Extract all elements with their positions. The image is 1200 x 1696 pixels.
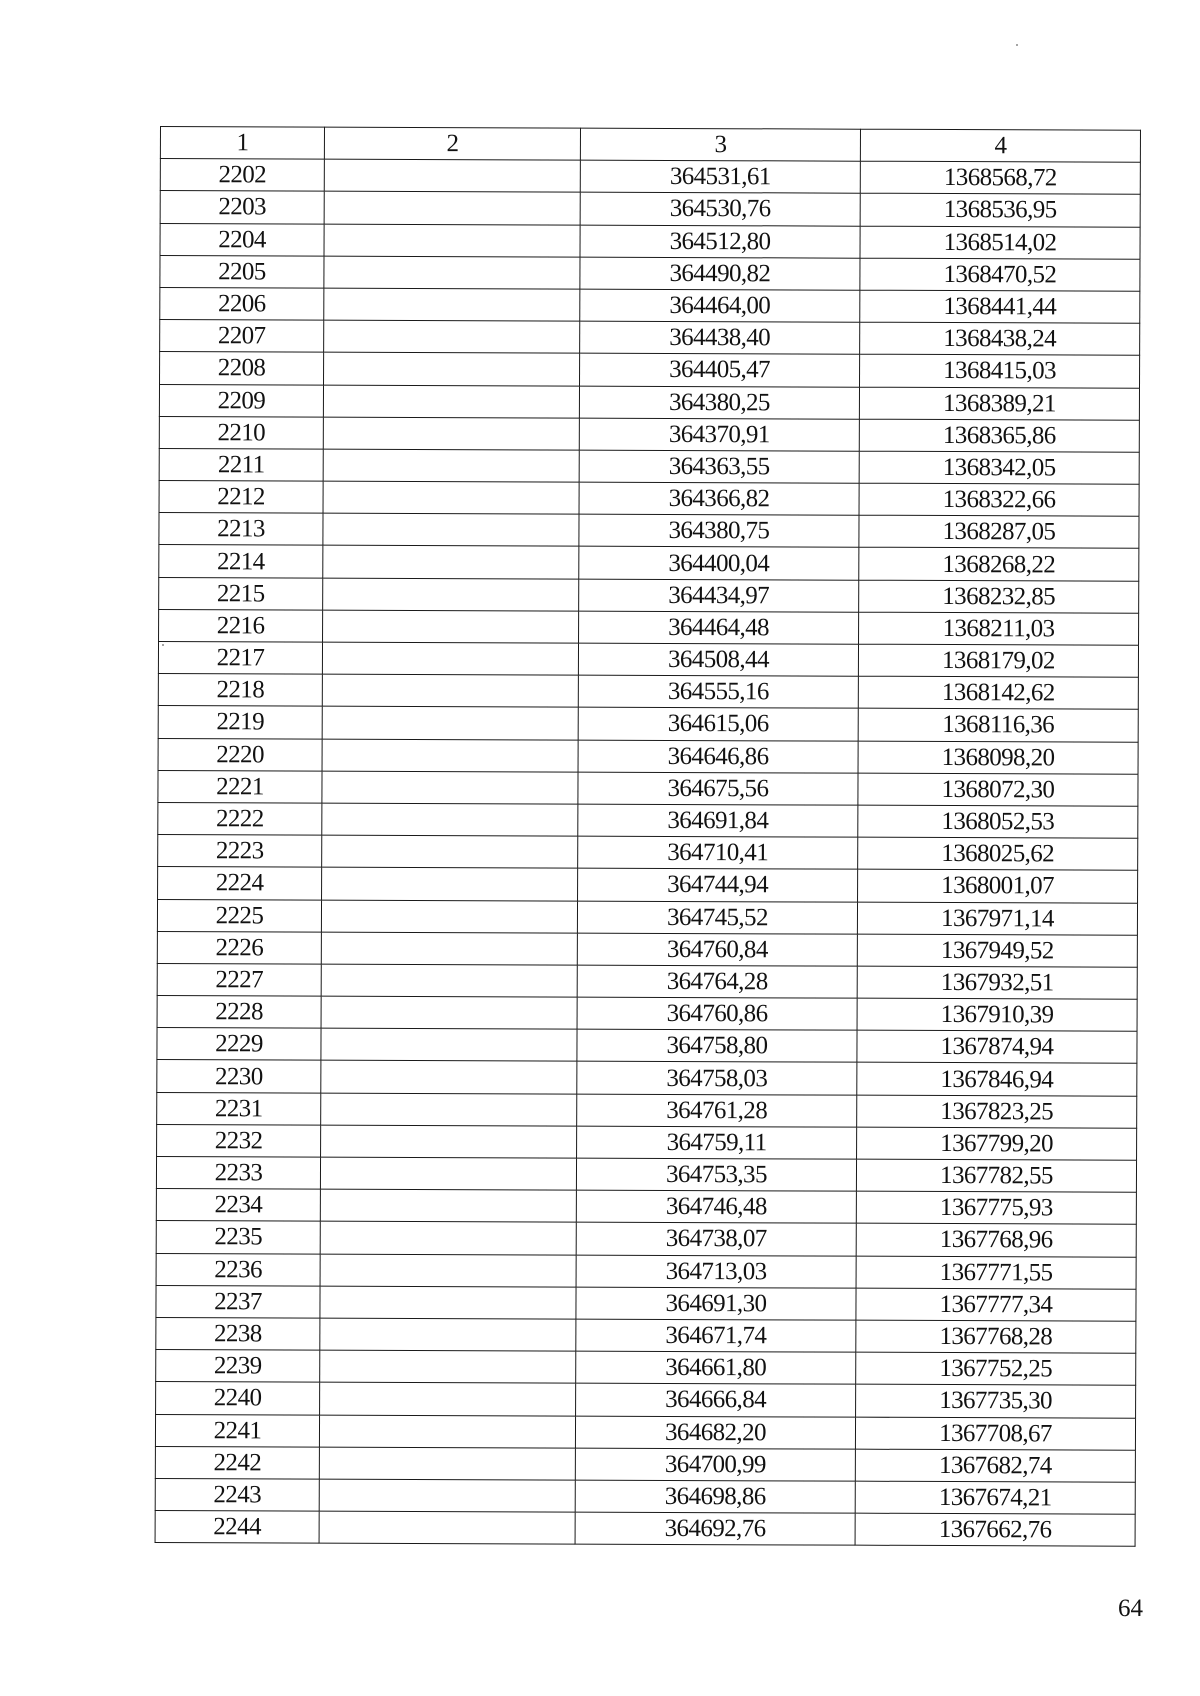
page-number: 64	[1118, 1595, 1143, 1622]
point-number-cell: 2233	[156, 1156, 320, 1189]
y-coordinate-cell: 1368072,30	[858, 773, 1138, 806]
x-coordinate-cell: 364671,74	[576, 1319, 856, 1352]
empty-cell	[324, 159, 580, 192]
empty-cell	[321, 1093, 577, 1126]
x-coordinate-cell: 364405,47	[580, 353, 860, 386]
empty-cell	[319, 1415, 575, 1448]
point-number-cell: 2217	[158, 641, 322, 674]
y-coordinate-cell: 1367768,96	[856, 1224, 1136, 1257]
empty-cell	[319, 1447, 575, 1480]
empty-cell	[323, 610, 579, 643]
empty-cell	[321, 996, 577, 1029]
table-row	[157, 1060, 1137, 1096]
y-coordinate-cell: 1368142,62	[858, 676, 1138, 709]
table-row	[158, 674, 1138, 710]
point-number-cell: 2203	[160, 191, 324, 224]
point-number-cell: 2228	[157, 996, 321, 1029]
x-coordinate-cell: 364400,04	[579, 547, 859, 580]
table-row	[158, 835, 1138, 871]
table-row	[159, 384, 1139, 420]
point-number-cell: 2226	[157, 931, 321, 964]
y-coordinate-cell: 1367768,28	[856, 1320, 1136, 1353]
y-coordinate-cell: 1368441,44	[860, 290, 1140, 323]
x-coordinate-cell: 364555,16	[578, 675, 858, 708]
table-row	[156, 1285, 1136, 1321]
empty-cell	[321, 1125, 577, 1158]
point-number-cell: 2212	[159, 481, 323, 514]
empty-cell	[320, 1157, 576, 1190]
column-header-1: 1	[160, 127, 324, 160]
empty-cell	[321, 932, 577, 965]
y-coordinate-cell: 1368568,72	[860, 161, 1140, 194]
empty-cell	[324, 320, 580, 353]
empty-cell	[320, 1254, 576, 1287]
table-row	[159, 513, 1139, 549]
y-coordinate-cell: 1368098,20	[858, 741, 1138, 774]
x-coordinate-cell: 364758,80	[577, 1029, 857, 1062]
table-row	[156, 1253, 1136, 1289]
point-number-cell: 2230	[157, 1060, 321, 1093]
table-row	[160, 352, 1140, 388]
table-row	[160, 320, 1140, 356]
x-coordinate-cell: 364692,76	[575, 1512, 855, 1545]
x-coordinate-cell: 364761,28	[577, 1094, 857, 1127]
header-row	[160, 127, 1140, 163]
point-number-cell: 2241	[155, 1414, 319, 1447]
empty-cell	[320, 1350, 576, 1383]
scan-speck	[1016, 44, 1018, 46]
empty-cell	[323, 578, 579, 611]
point-number-cell: 2232	[157, 1124, 321, 1157]
y-coordinate-cell: 1368211,03	[859, 612, 1139, 645]
table-row	[158, 867, 1138, 903]
table-row	[156, 1317, 1136, 1353]
table-row	[157, 1124, 1137, 1160]
y-coordinate-cell: 1367846,94	[857, 1063, 1137, 1096]
x-coordinate-cell: 364744,94	[578, 868, 858, 901]
y-coordinate-cell: 1367932,51	[857, 966, 1137, 999]
empty-cell	[320, 1221, 576, 1254]
x-coordinate-cell: 364758,03	[577, 1062, 857, 1095]
empty-cell	[324, 256, 580, 289]
table-row	[156, 1382, 1136, 1418]
y-coordinate-cell: 1367682,74	[855, 1449, 1135, 1482]
x-coordinate-cell: 364764,28	[577, 965, 857, 998]
empty-cell	[322, 803, 578, 836]
coordinates-table	[155, 126, 1141, 1547]
y-coordinate-cell: 1367782,55	[856, 1159, 1136, 1192]
empty-cell	[321, 1061, 577, 1094]
x-coordinate-cell: 364512,80	[580, 225, 860, 258]
y-coordinate-cell: 1368001,07	[858, 869, 1138, 902]
y-coordinate-cell: 1368514,02	[860, 226, 1140, 259]
y-coordinate-cell: 1368322,66	[859, 483, 1139, 516]
x-coordinate-cell: 364682,20	[575, 1416, 855, 1449]
table-row	[157, 1092, 1137, 1128]
table-row	[159, 448, 1139, 484]
point-number-cell: 2235	[156, 1221, 320, 1254]
table-row	[155, 1478, 1135, 1514]
x-coordinate-cell: 364370,91	[579, 418, 859, 451]
x-coordinate-cell: 364760,86	[577, 997, 857, 1030]
table-row	[159, 416, 1139, 452]
table-row	[156, 1221, 1136, 1257]
table-row	[157, 963, 1137, 999]
x-coordinate-cell: 364691,84	[578, 804, 858, 837]
x-coordinate-cell: 364464,48	[579, 611, 859, 644]
y-coordinate-cell: 1367971,14	[857, 902, 1137, 935]
empty-cell	[324, 224, 580, 257]
empty-cell	[324, 192, 580, 225]
table-row	[157, 1028, 1137, 1064]
empty-cell	[324, 352, 580, 385]
y-coordinate-cell: 1368536,95	[860, 194, 1140, 227]
y-coordinate-cell: 1368268,22	[859, 548, 1139, 581]
x-coordinate-cell: 364531,61	[580, 160, 860, 193]
x-coordinate-cell: 364434,97	[579, 579, 859, 612]
point-number-cell: 2234	[156, 1189, 320, 1222]
y-coordinate-cell: 1368025,62	[858, 837, 1138, 870]
table-row	[158, 641, 1138, 677]
table-row	[155, 1414, 1135, 1450]
x-coordinate-cell: 364438,40	[580, 321, 860, 354]
y-coordinate-cell: 1367771,55	[856, 1256, 1136, 1289]
column-header-4: 4	[860, 129, 1140, 162]
empty-cell	[321, 1028, 577, 1061]
point-number-cell: 2227	[157, 963, 321, 996]
point-number-cell: 2214	[159, 545, 323, 578]
y-coordinate-cell: 1368389,21	[859, 387, 1139, 420]
y-coordinate-cell: 1368179,02	[858, 644, 1138, 677]
x-coordinate-cell: 364713,03	[576, 1255, 856, 1288]
x-coordinate-cell: 364675,56	[578, 772, 858, 805]
table-row	[159, 481, 1139, 517]
x-coordinate-cell: 364646,86	[578, 740, 858, 773]
column-header-3: 3	[580, 128, 860, 161]
empty-cell	[320, 1382, 576, 1415]
y-coordinate-cell: 1367674,21	[855, 1481, 1135, 1514]
point-number-cell: 2215	[159, 577, 323, 610]
empty-cell	[319, 1479, 575, 1512]
point-number-cell: 2244	[155, 1511, 319, 1544]
empty-cell	[322, 867, 578, 900]
x-coordinate-cell: 364746,48	[576, 1190, 856, 1223]
x-coordinate-cell: 364530,76	[580, 192, 860, 225]
table-row	[156, 1189, 1136, 1225]
empty-cell	[320, 1189, 576, 1222]
point-number-cell: 2231	[157, 1092, 321, 1125]
point-number-cell: 2221	[158, 770, 322, 803]
y-coordinate-cell: 1367799,20	[857, 1127, 1137, 1160]
point-number-cell: 2240	[156, 1382, 320, 1415]
x-coordinate-cell: 364691,30	[576, 1287, 856, 1320]
empty-cell	[319, 1511, 575, 1544]
x-coordinate-cell: 364666,84	[576, 1383, 856, 1416]
point-number-cell: 2218	[158, 674, 322, 707]
y-coordinate-cell: 1367777,34	[856, 1288, 1136, 1321]
empty-cell	[322, 642, 578, 675]
point-number-cell: 2216	[159, 609, 323, 642]
table-row	[158, 802, 1138, 838]
empty-cell	[321, 900, 577, 933]
empty-cell	[322, 707, 578, 740]
y-coordinate-cell: 1367949,52	[857, 934, 1137, 967]
table-row	[157, 996, 1137, 1032]
point-number-cell: 2223	[158, 835, 322, 868]
point-number-cell: 2224	[158, 867, 322, 900]
y-coordinate-cell: 1368365,86	[859, 419, 1139, 452]
table-row	[160, 191, 1140, 227]
point-number-cell: 2220	[158, 738, 322, 771]
x-coordinate-cell: 364508,44	[578, 643, 858, 676]
x-coordinate-cell: 364745,52	[577, 901, 857, 934]
y-coordinate-cell: 1367874,94	[857, 1030, 1137, 1063]
y-coordinate-cell: 1368052,53	[858, 805, 1138, 838]
empty-cell	[323, 449, 579, 482]
y-coordinate-cell: 1367910,39	[857, 998, 1137, 1031]
y-coordinate-cell: 1367775,93	[856, 1191, 1136, 1224]
y-coordinate-cell: 1367662,76	[855, 1513, 1135, 1546]
table-row	[155, 1446, 1135, 1482]
x-coordinate-cell: 364615,06	[578, 707, 858, 740]
empty-cell	[322, 674, 578, 707]
empty-cell	[322, 739, 578, 772]
table-row	[157, 931, 1137, 967]
table-row	[158, 706, 1138, 742]
empty-cell	[320, 1318, 576, 1351]
point-number-cell: 2219	[158, 706, 322, 739]
table-row	[160, 223, 1140, 259]
x-coordinate-cell: 364464,00	[580, 289, 860, 322]
point-number-cell: 2222	[158, 802, 322, 835]
table-row	[157, 899, 1137, 935]
table-row	[160, 255, 1140, 291]
table-row	[160, 287, 1140, 323]
point-number-cell: 2229	[157, 1028, 321, 1061]
point-number-cell: 2236	[156, 1253, 320, 1286]
point-number-cell: 2211	[159, 448, 323, 481]
y-coordinate-cell: 1367735,30	[856, 1384, 1136, 1417]
point-number-cell: 2242	[155, 1446, 319, 1479]
y-coordinate-cell: 1368438,24	[860, 322, 1140, 355]
x-coordinate-cell: 364700,99	[575, 1448, 855, 1481]
table-row	[158, 770, 1138, 806]
point-number-cell: 2210	[159, 416, 323, 449]
empty-cell	[323, 513, 579, 546]
point-number-cell: 2225	[157, 899, 321, 932]
point-number-cell: 2208	[160, 352, 324, 385]
point-number-cell: 2243	[155, 1478, 319, 1511]
table-row	[156, 1350, 1136, 1386]
point-number-cell: 2207	[160, 320, 324, 353]
empty-cell	[321, 964, 577, 997]
table-row	[160, 159, 1140, 195]
empty-cell	[323, 385, 579, 418]
point-number-cell: 2202	[160, 159, 324, 192]
y-coordinate-cell: 1368116,36	[858, 709, 1138, 742]
table-header	[160, 127, 1140, 163]
x-coordinate-cell: 364490,82	[580, 257, 860, 290]
y-coordinate-cell: 1368415,03	[860, 355, 1140, 388]
x-coordinate-cell: 364753,35	[576, 1158, 856, 1191]
point-number-cell: 2213	[159, 513, 323, 546]
empty-cell	[324, 288, 580, 321]
table-row	[158, 738, 1138, 774]
point-number-cell: 2206	[160, 287, 324, 320]
x-coordinate-cell: 364363,55	[579, 450, 859, 483]
x-coordinate-cell: 364760,84	[577, 933, 857, 966]
x-coordinate-cell: 364366,82	[579, 482, 859, 515]
y-coordinate-cell: 1368232,85	[859, 580, 1139, 613]
point-number-cell: 2237	[156, 1285, 320, 1318]
x-coordinate-cell: 364661,80	[576, 1351, 856, 1384]
point-number-cell: 2205	[160, 255, 324, 288]
table-row	[159, 609, 1139, 645]
point-number-cell: 2204	[160, 223, 324, 256]
y-coordinate-cell: 1367752,25	[856, 1352, 1136, 1385]
empty-cell	[322, 835, 578, 868]
table-row	[155, 1511, 1135, 1547]
point-number-cell: 2238	[156, 1317, 320, 1350]
x-coordinate-cell: 364710,41	[578, 836, 858, 869]
y-coordinate-cell: 1368470,52	[860, 258, 1140, 291]
y-coordinate-cell: 1367823,25	[857, 1095, 1137, 1128]
empty-cell	[323, 546, 579, 579]
table-body	[155, 159, 1140, 1547]
y-coordinate-cell: 1368287,05	[859, 515, 1139, 548]
empty-cell	[323, 481, 579, 514]
point-number-cell: 2209	[159, 384, 323, 417]
x-coordinate-cell: 364759,11	[577, 1126, 857, 1159]
y-coordinate-cell: 1368342,05	[859, 451, 1139, 484]
empty-cell	[322, 771, 578, 804]
x-coordinate-cell: 364380,25	[579, 386, 859, 419]
table-row	[159, 545, 1139, 581]
empty-cell	[320, 1286, 576, 1319]
table-row	[156, 1156, 1136, 1192]
empty-cell	[323, 417, 579, 450]
x-coordinate-cell: 364698,86	[575, 1480, 855, 1513]
column-header-2: 2	[324, 127, 580, 160]
x-coordinate-cell: 364380,75	[579, 514, 859, 547]
y-coordinate-cell: 1367708,67	[855, 1417, 1135, 1450]
point-number-cell: 2239	[156, 1350, 320, 1383]
x-coordinate-cell: 364738,07	[576, 1222, 856, 1255]
table-row	[159, 577, 1139, 613]
